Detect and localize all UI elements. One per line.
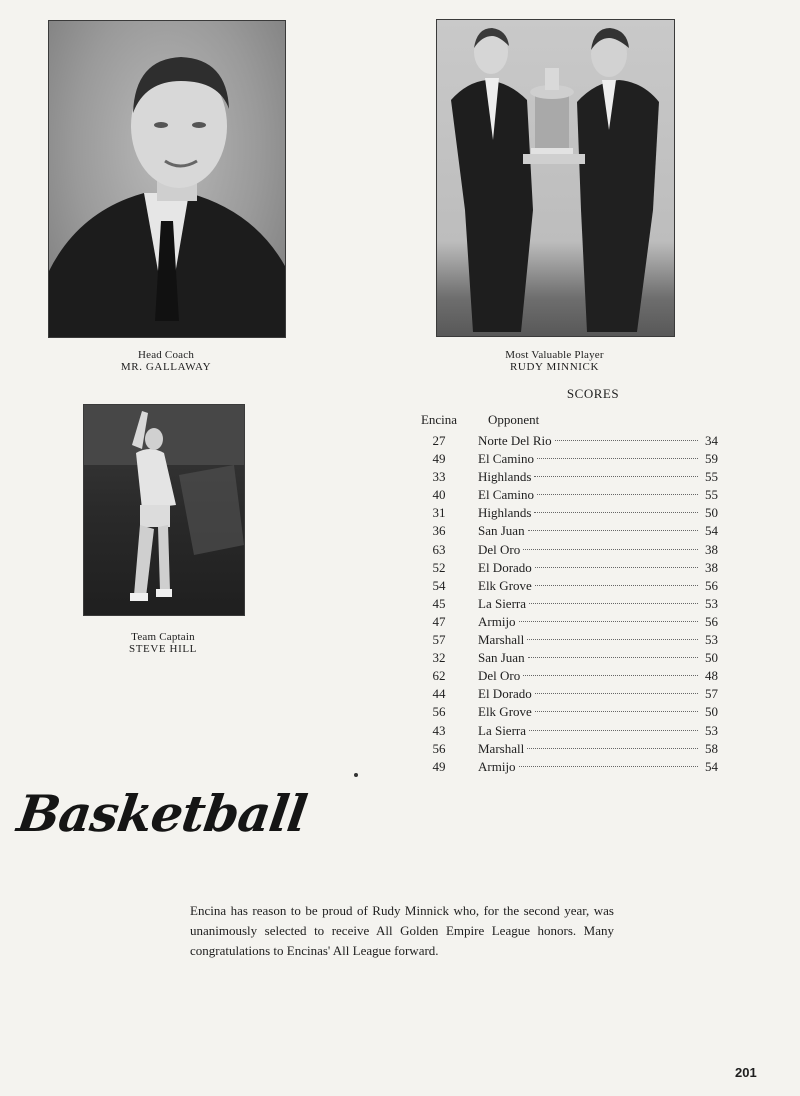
opponent-cell [478,667,718,685]
opponent-cell [478,450,718,468]
leader-dots [523,675,698,676]
opponent-cell [478,522,718,540]
opponent-name: El Dorado [478,559,532,575]
leader-dots [527,748,698,749]
score-row [418,432,718,450]
encina-score: 32 [432,650,446,666]
opponent-cell [478,468,718,486]
opponent-score: 50 [705,650,718,666]
opponent-score: 38 [705,541,718,557]
opponent-score: 53 [705,632,718,648]
leader-dots [529,730,698,731]
score-row [418,613,718,631]
opponent-cell [478,432,718,450]
encina-score: 44 [432,686,446,702]
score-row [418,649,718,667]
mvp-name: RUDY MINNICK [510,361,599,373]
score-row [418,577,718,595]
leader-dots [529,603,698,604]
opponent-name: La Sierra [478,595,527,611]
score-row [418,685,718,703]
leader-dots [534,512,698,513]
encina-score: 63 [432,541,446,557]
opponent-cell [478,559,718,577]
team-captain-caption [60,631,266,655]
score-row [418,522,718,540]
opponent-score: 59 [705,451,718,467]
leader-dots [534,476,698,477]
opponent-cell [478,740,718,758]
score-row [418,740,718,758]
opponent-name: Elk Grove [478,577,532,593]
coach-role: Head Coach [137,349,195,361]
score-row [418,631,718,649]
scores-header [418,412,718,430]
encina-score: 47 [432,613,446,629]
opponent-name: Marshall [478,632,525,648]
encina-score: 54 [432,577,446,593]
header-opponent: Opponent [488,412,540,427]
opponent-score: 55 [705,469,718,485]
opponent-cell [478,486,718,504]
opponent-score: 53 [705,722,718,738]
opponent-cell [478,703,718,721]
opponent-name: Highlands [478,505,532,521]
head-coach-caption [48,349,284,373]
head-coach-photo [48,20,286,338]
encina-score: 56 [432,704,446,720]
opponent-score: 53 [705,595,718,611]
opponent-score: 56 [705,613,718,629]
leader-dots [535,711,698,712]
opponent-score: 50 [705,505,718,521]
encina-score: 40 [432,487,446,503]
opponent-score: 34 [705,433,718,448]
opponent-name: Highlands [478,469,532,485]
leader-dots [519,766,698,767]
scores-title: SCORES [566,386,620,401]
opponent-cell [478,685,718,703]
leader-dots [535,567,698,568]
leader-dots [528,530,698,531]
score-row [418,758,718,776]
opponent-cell [478,577,718,595]
ink-speck [354,773,358,777]
score-row [418,595,718,613]
encina-score: 27 [432,433,446,448]
opponent-name: Del Oro [478,541,521,557]
opponent-score: 54 [705,758,718,774]
captain-name: STEVE HILL [128,643,197,655]
opponent-name: El Camino [478,451,534,467]
leader-dots [523,549,698,550]
opponent-cell [478,631,718,649]
mvp-trophy-photo [436,19,675,337]
opponent-name: La Sierra [478,722,527,738]
opponent-name: El Camino [478,487,534,503]
opponent-cell [478,595,718,613]
mvp-caption [436,349,673,373]
score-row [418,541,718,559]
opponent-name: Norte Del Rio [478,433,552,448]
page-number: 201 [735,1065,757,1080]
encina-score: 49 [432,758,446,774]
encina-score: 36 [432,523,446,539]
score-row [418,504,718,522]
opponent-score: 58 [705,740,718,756]
opponent-score: 50 [705,704,718,720]
opponent-cell [478,758,718,776]
leader-dots [537,458,698,459]
leader-dots [519,621,698,622]
body-paragraph: Encina has reason to be proud of Rudy Minnick who, for the second year, was unanimously selected to receive All Golden Empire League honors. Many congratulations to Encinas' All League forward. [190,903,614,958]
encina-score: 45 [432,595,446,611]
leader-dots [555,440,698,441]
score-row [418,667,718,685]
opponent-name: San Juan [478,523,525,539]
opponent-name: Armijo [478,613,516,629]
encina-score: 57 [432,632,446,648]
encina-score: 43 [432,722,446,738]
opponent-name: Del Oro [478,668,521,684]
opponent-name: El Dorado [478,686,532,702]
opponent-score: 57 [705,686,718,702]
opponent-score: 38 [705,559,718,575]
opponent-cell [478,613,718,631]
opponent-cell [478,541,718,559]
scores-list [418,432,718,776]
encina-score: 56 [432,740,446,756]
mvp-role: Most Valuable Player [505,349,604,361]
score-row [418,722,718,740]
leader-dots [535,585,698,586]
opponent-name: San Juan [478,650,525,666]
opponent-cell [478,504,718,522]
opponent-name: Armijo [478,758,516,774]
opponent-cell [478,649,718,667]
opponent-cell [478,722,718,740]
leader-dots [527,639,698,640]
encina-score: 52 [432,559,446,575]
score-row [418,703,718,721]
leader-dots [537,494,698,495]
page-title: Basketball [13,784,310,843]
score-row [418,450,718,468]
header-encina: Encina [420,412,458,427]
leader-dots [528,657,698,658]
score-row [418,468,718,486]
team-captain-photo [83,404,245,616]
encina-score: 62 [432,668,446,684]
opponent-score: 48 [705,668,718,684]
opponent-name: Elk Grove [478,704,532,720]
opponent-score: 54 [705,523,718,539]
encina-score: 49 [432,451,446,467]
score-row [418,559,718,577]
captain-role: Team Captain [131,631,195,643]
encina-score: 33 [432,469,446,485]
leader-dots [535,693,698,694]
encina-score: 31 [432,505,446,521]
opponent-score: 56 [705,577,718,593]
coach-name: MR. GALLAWAY [120,361,212,373]
opponent-name: Marshall [478,740,525,756]
opponent-score: 55 [705,487,718,503]
score-row [418,486,718,504]
